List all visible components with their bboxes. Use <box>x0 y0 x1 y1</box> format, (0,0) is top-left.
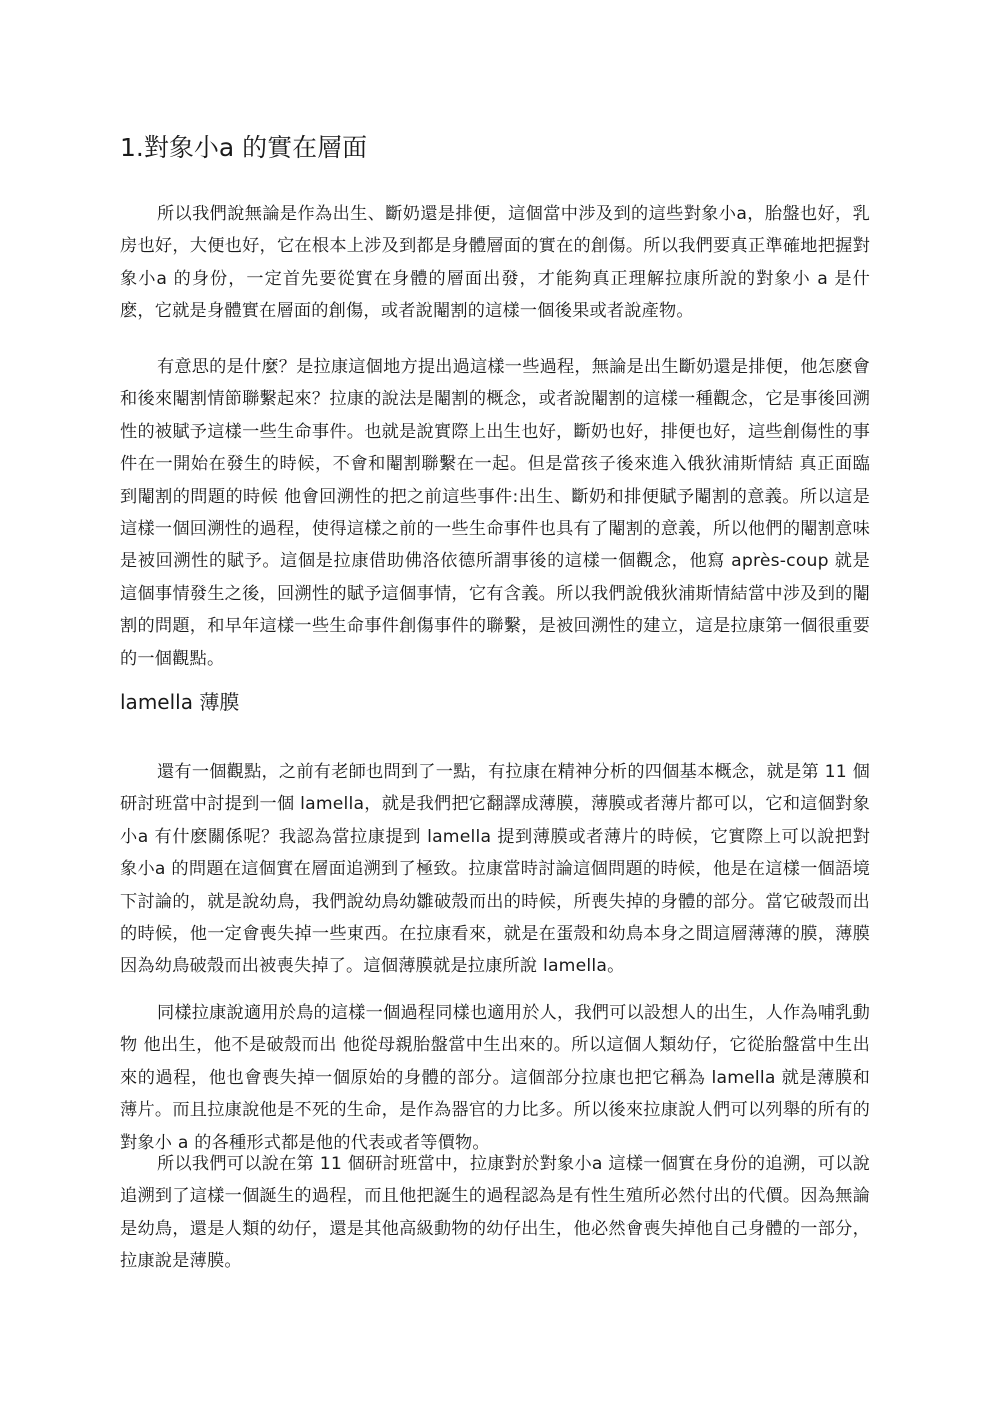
paragraph: 有意思的是什麼？是拉康這個地方提出過這樣一些過程，無論是出生斷奶還是排便，他怎麽會和後來閹割情節聯繫起來？拉康的說法是閹割的概念，或者說閹割的這樣一種觀念，它是事後回溯性的被賦予這樣一些生命事件。也就是說實際上出生也好，斷奶也好，排便也好，這些創傷性的事件在一開始在發生的時候，不會和閹割聯繫在一起。但是當孩子後來進入俄狄浦斯情結 真正面臨到閹割的問題的時候 他會回溯性的把之前這些事件:出生、斷奶和排便賦予閹割的意義。所以這是這樣一個回溯性的過程，使得這樣之前的一些生命事件也具有了閹割的意義，所以他們的閹割意味是被回溯性的賦予。這個是拉康借助佛洛依德所謂事後的這樣一個觀念，他寫 après-coup 就是這個事情發生之後，回溯性的賦予這個事情，它有含義。所以我們說俄狄浦斯情結當中涉及到的閹割的問題，和早年這樣一些生命事件創傷事件的聯繫，是被回溯性的建立，這是拉康第一個很重要的一個觀點。 <box>120 357 870 669</box>
section-heading-lamella: lamella 薄膜 <box>120 690 240 714</box>
paragraph: 還有一個觀點，之前有老師也問到了一點，有拉康在精神分析的四個基本概念，就是第 11 個研討班當中討提到一個 lamella，就是我們把它翻譯成薄膜，薄膜或者薄片都可以，它和這個對象小a 有什麽關係呢？我認為當拉康提到 lamella 提到薄膜或者薄片的時候，它實際上可以說把對象小a 的問題在這個實在層面追溯到了極致。拉康當時討論這個問題的時候，他是在這樣一個語境下討論的，就是說幼鳥，我們說幼鳥幼雛破殼而出的時候，所喪失掉的身體的部分。當它破殼而出的時候，他一定會喪失掉一些東西。在拉康看來，就是在蛋殼和幼鳥本身之間這層薄薄的膜，薄膜因為幼鳥破殼而出被喪失掉了。這個薄膜就是拉康所說 lamella。 <box>120 762 870 977</box>
paragraph: 同樣拉康說適用於鳥的這樣一個過程同樣也適用於人，我們可以設想人的出生，人作為哺乳動物 他出生，他不是破殼而出 他從母親胎盤當中生出來的。所以這個人類幼仔，它從胎盤當中生出來的過程，他也會喪失掉一個原始的身體的部分。這個部分拉康也把它稱為 lamella 就是薄膜和薄片。而且拉康說他是不死的生命，是作為器官的力比多。所以後來拉康說人們可以列舉的所有的對象小 a 的各種形式都是他的代表或者等價物。 <box>120 1003 870 1153</box>
paragraph: 所以我們說無論是作為出生、斷奶還是排便，這個當中涉及到的這些對象小a，胎盤也好，乳房也好，大便也好，它在根本上涉及到都是身體層面的實在的創傷。所以我們要真正準確地把握對象小a 的身份，一定首先要從實在身體的層面出發，才能夠真正理解拉康所說的對象小 a 是什麽，它就是身體實在層面的創傷，或者說閹割的這樣一個後果或者說產物。 <box>120 204 870 322</box>
section-heading-real-dimension: 1.對象小a 的實在層面 <box>120 133 368 162</box>
paragraph: 所以我們可以說在第 11 個研討班當中，拉康對於對象小a 這樣一個實在身份的追溯，可以說追溯到了這樣一個誕生的過程，而且他把誕生的過程認為是有性生殖所必然付出的代價。因為無論是幼鳥，還是人類的幼仔，還是其他高級動物的幼仔出生，他必然會喪失掉他自己身體的一部分，拉康說是薄膜。 <box>120 1154 870 1272</box>
